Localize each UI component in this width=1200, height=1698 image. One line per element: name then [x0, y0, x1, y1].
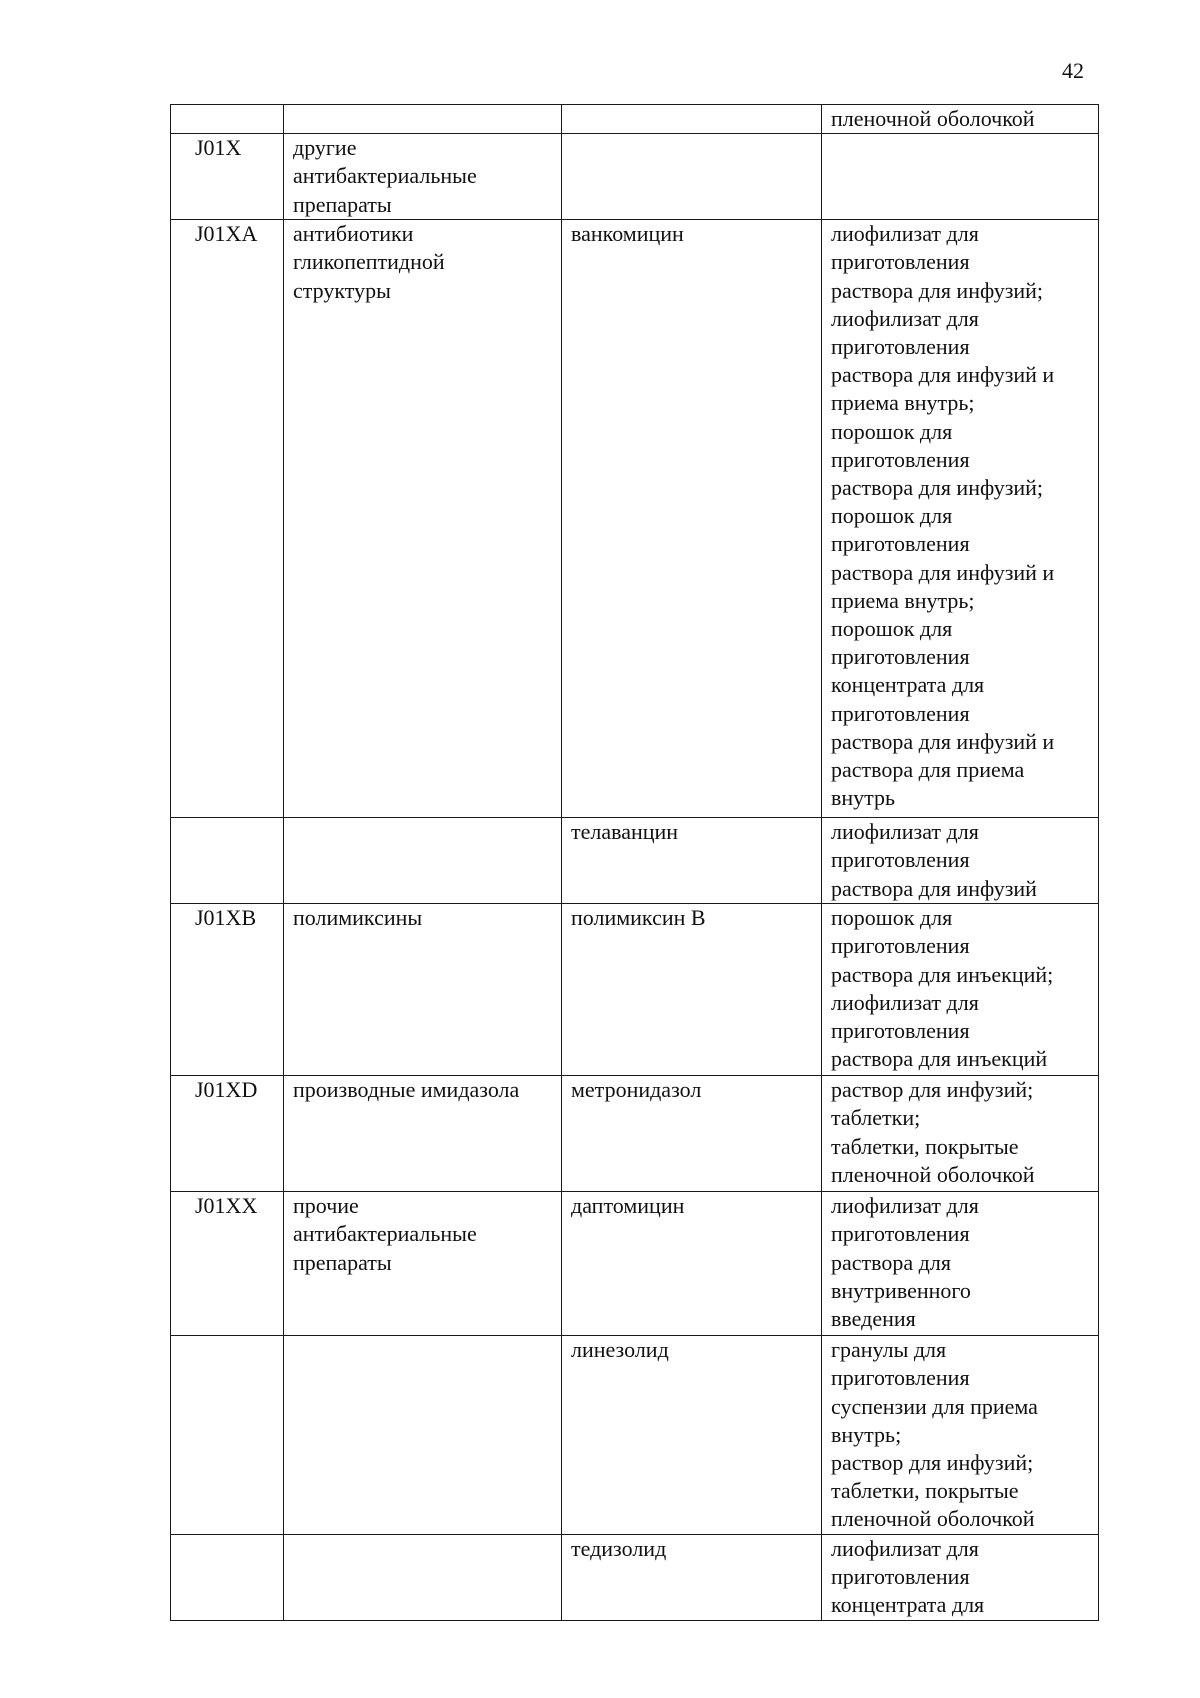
drug-name-cell: телаванцин — [562, 818, 822, 904]
atc-code-cell: J01X — [171, 134, 284, 220]
group-name-cell: производные имидазола — [284, 1076, 562, 1192]
table-row — [171, 1076, 1099, 1192]
drug-name-cell: линезолид — [562, 1336, 822, 1534]
atc-code-cell — [171, 1336, 284, 1534]
atc-code-cell: J01XX — [171, 1192, 284, 1336]
atc-code-cell — [171, 818, 284, 904]
page-number: 42 — [1062, 58, 1084, 83]
table-row — [171, 134, 1099, 220]
dosage-form-cell: раствор для инфузий; таблетки; таблетки, покрытые пленочной оболочкой — [822, 1076, 1099, 1192]
drug-name-cell: полимиксин В — [562, 904, 822, 1076]
dosage-form-cell: лиофилизат для приготовления раствора для внутривенного введения — [822, 1192, 1099, 1336]
table-row — [171, 105, 1099, 134]
drug-name-cell — [562, 105, 822, 134]
table-row — [171, 1192, 1099, 1336]
dosage-form-cell: лиофилизат для приготовления раствора для инфузий — [822, 818, 1099, 904]
drug-name-cell: тедизолид — [562, 1534, 822, 1620]
group-name-cell: прочие антибактериальные препараты — [284, 1192, 562, 1336]
group-name-cell — [284, 1534, 562, 1620]
drug-name-cell — [562, 134, 822, 220]
atc-code-cell: J01XB — [171, 904, 284, 1076]
drug-name-cell: даптомицин — [562, 1192, 822, 1336]
dosage-form-cell: пленочной оболочкой — [822, 105, 1099, 134]
drug-name-cell: метронидазол — [562, 1076, 822, 1192]
dosage-form-cell: лиофилизат для приготовления концентрата для — [822, 1534, 1099, 1620]
atc-code-cell — [171, 105, 284, 134]
group-name-cell: другие антибактериальные препараты — [284, 134, 562, 220]
dosage-form-cell — [822, 134, 1099, 220]
dosage-form-cell: порошок для приготовления раствора для инъекций; лиофилизат для приготовления раствора для инъекций — [822, 904, 1099, 1076]
table-row — [171, 904, 1099, 1076]
group-name-cell: полимиксины — [284, 904, 562, 1076]
group-name-cell — [284, 818, 562, 904]
drug-classification-table — [170, 104, 1099, 1621]
table-row — [171, 818, 1099, 904]
atc-code-cell: J01XD — [171, 1076, 284, 1192]
group-name-cell — [284, 1336, 562, 1534]
table-row — [171, 1534, 1099, 1620]
group-name-cell: антибиотики гликопептидной структуры — [284, 220, 562, 818]
dosage-form-cell: лиофилизат для приготовления раствора для инфузий; лиофилизат для приготовления раствора для инфузий и приема внутрь; порошок для приготовления раствора для инфузий; порошок для приготовления раствора для инфузий и приема внутрь; порошок для приготовления концентрата для приготовления раствора для инфузий и раствора для приема внутрь — [822, 220, 1099, 818]
group-name-cell — [284, 105, 562, 134]
table-row — [171, 1336, 1099, 1534]
atc-code-cell — [171, 1534, 284, 1620]
table-row — [171, 220, 1099, 818]
drug-name-cell: ванкомицин — [562, 220, 822, 818]
dosage-form-cell: гранулы для приготовления суспензии для приема внутрь; раствор для инфузий; таблетки, покрытые пленочной оболочкой — [822, 1336, 1099, 1534]
atc-code-cell: J01XA — [171, 220, 284, 818]
